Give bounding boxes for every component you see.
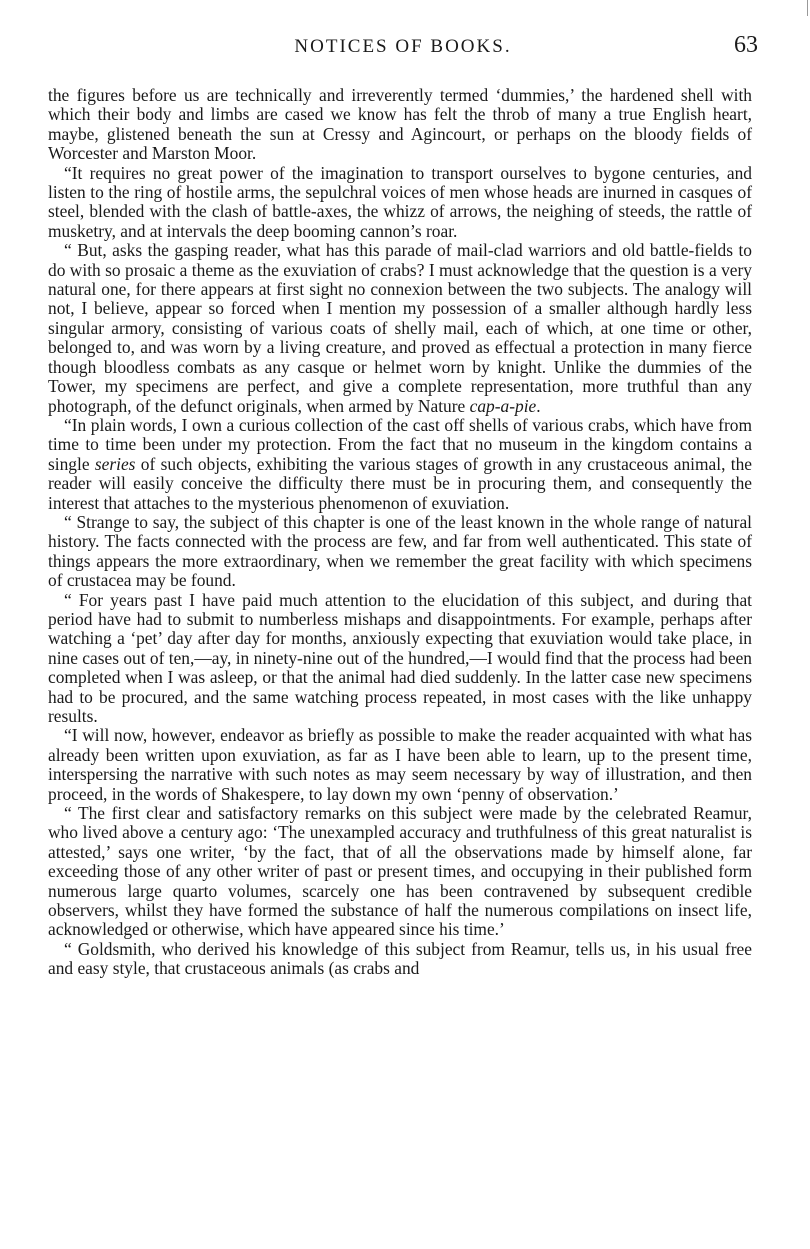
body-text <box>48 86 752 979</box>
paragraph-3 <box>48 241 752 416</box>
paragraph-4-end: of such objects, exhibiting the various stages of growth in any crustaceous animal, the reader will easily conceive the difficulty there must be in procuring them, and consequently the interest that attaches to the mysterious phenomenon of exuviation. <box>48 453 752 513</box>
paragraph-9: “ Goldsmith, who derived his knowledge of this subject from Reamur, tells us, in his usual free and easy style, that crustaceous animals (as crabs and <box>48 938 752 979</box>
page-number: 63 <box>734 32 758 58</box>
paragraph-3-text: “ But, asks the gasping reader, what has this parade of mail-clad warriors and old battle-fields to do with so prosaic a theme as the exuviation of crabs? I must acknowledge that the question is a very natural one, for there appears at first sight no connexion between the two subjects. The analogy will not, I believe, appear so forced when I mention my possession of a smaller although hardly less singular armory, consisting of various coats of shelly mail, each of which, at one time or other, belonged to, and was worn by a living creature, and proved as effectual a protection in many fierce though bloodless combats as any casque or helmet worn by knight. Unlike the dummies of the Tower, my specimens are perfect, and give a complete representation, more truthful than any photograph, of the defunct originals, when armed by Nature <box>48 240 752 416</box>
page-edge-rule <box>807 0 808 16</box>
paragraph-1: the figures before us are technically and irreverently termed ‘dummies,’ the hardened shell with which their body and limbs are cased we know has felt the throb of many a true English heart, maybe, glistened beneath the sun at Cressy and Agincourt, or perhaps on the bloody fields of Worcester and Marston Moor. <box>48 85 752 164</box>
paragraph-4-italic: series <box>94 453 136 474</box>
paragraph-7: “I will now, however, endeavor as briefly as possible to make the reader acquainted with what has already been written upon exuviation, as far as I have been able to learn, up to the present time, interspersing the narrative with such notes as may seem necessary by way of illustration, and then proceed, in the words of Shakespere, to lay down my own ‘penny of observation.’ <box>48 725 752 804</box>
running-title: NOTICES OF BOOKS. <box>294 36 512 57</box>
paragraph-3-italic: cap-a-pie <box>469 395 537 416</box>
paragraph-6: “ For years past I have paid much attention to the elucidation of this subject, and during that period have had to submit to numberless mishaps and disappointments. For example, perhaps after watching a ‘pet’ day after day for months, anxiously expecting that exuviation would take place, in nine cases out of ten,—ay, in ninety-nine out of the hundred,—I would find that the process had been completed when I was asleep, or that the animal had died suddenly. In the latter case new specimens had to be procured, and the same watching process repeated, in most cases with the like unhappy results. <box>48 589 752 726</box>
paragraph-2: “It requires no great power of the imagination to transport ourselves to bygone centuries, and listen to the ring of hostile arms, the sepulchral voices of men whose heads are inurned in casques of steel, blended with the clash of battle-axes, the whizz of arrows, the neighing of steeds, the rattle of musketry, and at intervals the deep booming cannon’s roar. <box>48 162 752 241</box>
paragraph-3-end: . <box>536 395 541 416</box>
paragraph-5: “ Strange to say, the subject of this chapter is one of the least known in the whole range of natural history. The facts connected with the process are few, and far from well authenticated. This state of things appears the more extraordinary, when we remember the great facility with which specimens of crustacea may be found. <box>48 511 752 591</box>
paragraph-4-text: “In plain words, I own a curious collection of the cast off shells of various crabs, which have from time to time been under my protection. From the fact that no museum in the kingdom contains a single <box>48 414 752 474</box>
running-head <box>48 32 758 62</box>
paragraph-4 <box>48 416 752 513</box>
paragraph-8: “ The first clear and satisfactory remarks on this subject were made by the celebrated Reamur, who lived above a century ago: ‘The unexampled accuracy and truthfulness of this great naturalist is attested,’ says one writer, ‘by the fact, that of all the observations made by himself alone, far exceeding those of any other writer of past or present times, and occupying in their published form numerous large quarto volumes, scarcely one has been contravened by subsequent credible observers, whilst they have formed the substance of half the numerous compilations on insect life, acknowledged or otherwise, which have appeared since his time.’ <box>48 803 752 940</box>
